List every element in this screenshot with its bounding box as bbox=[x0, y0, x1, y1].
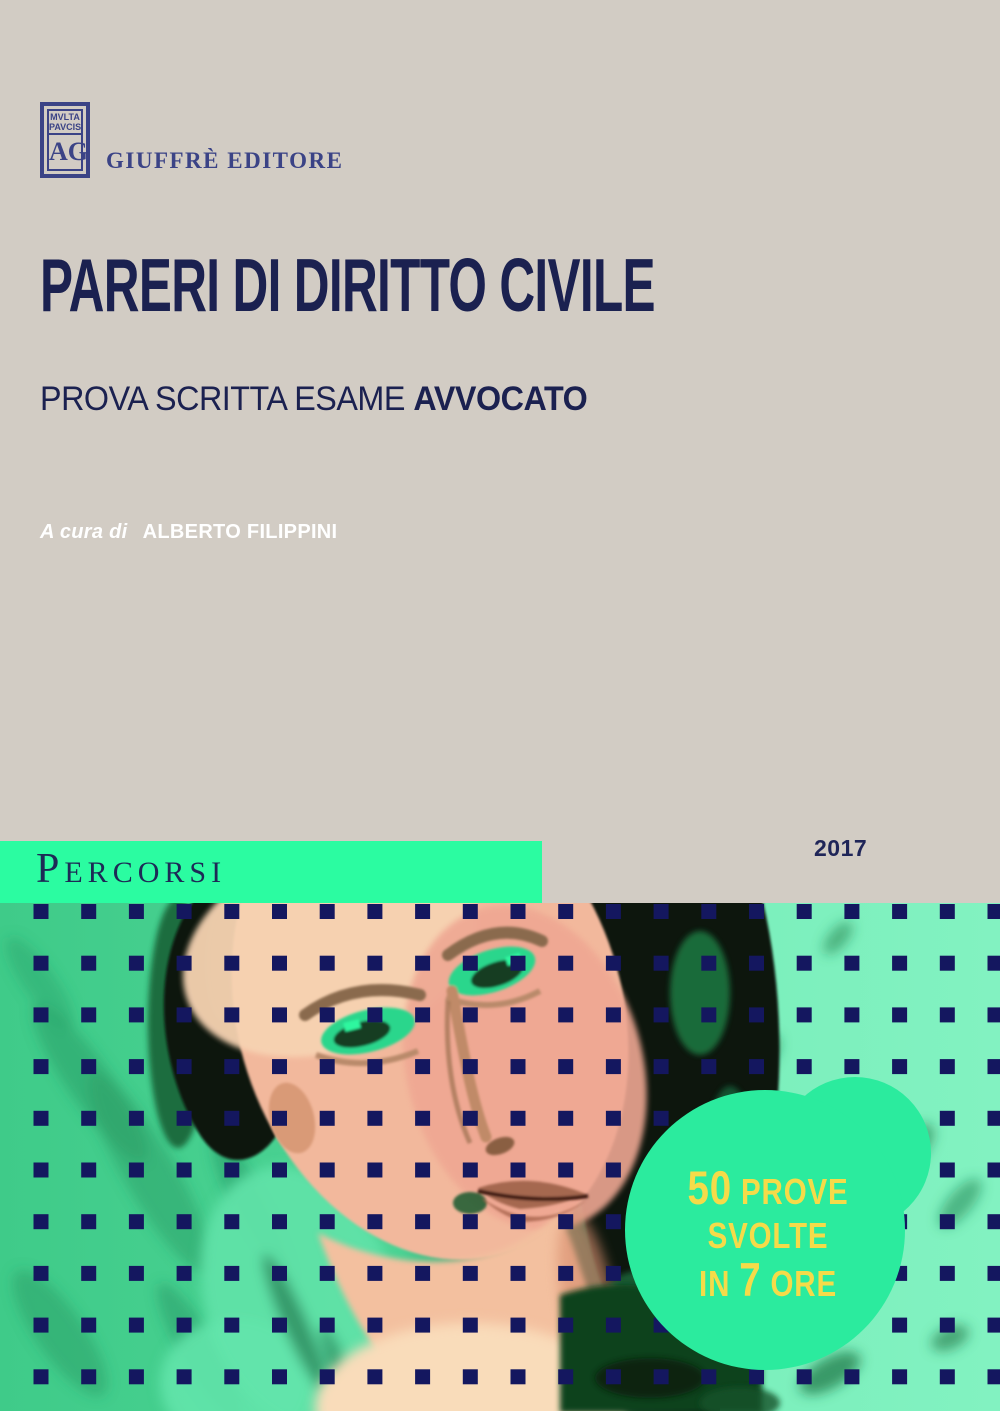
series-band bbox=[0, 841, 542, 903]
series-initial: P bbox=[36, 846, 65, 892]
badge-hours: 7 bbox=[739, 1253, 762, 1306]
logo-initials: AG bbox=[47, 135, 83, 171]
publisher-logo-icon bbox=[40, 102, 90, 178]
publisher-name: GIUFFRÈ EDITORE bbox=[106, 148, 344, 173]
badge-line3: IN 7 ORE bbox=[699, 1253, 837, 1306]
logo-motto-line1: MVLTA bbox=[50, 112, 80, 122]
badge-line1: 50 PROVE bbox=[687, 1161, 849, 1214]
logo-motto-line2: PAVCIS bbox=[49, 122, 82, 132]
series-label bbox=[36, 845, 226, 893]
subtitle-bold: AVVOCATO bbox=[413, 380, 588, 418]
badge-count: 50 bbox=[687, 1161, 733, 1214]
logo-motto bbox=[47, 109, 83, 135]
curator-prefix: A cura di bbox=[40, 521, 128, 543]
book-subtitle bbox=[40, 380, 587, 419]
badge-line2: SVOLTE bbox=[707, 1215, 829, 1256]
edition-year: 2017 bbox=[814, 835, 868, 861]
series-rest: ERCORSI bbox=[64, 856, 227, 889]
badge-text bbox=[655, 1161, 881, 1306]
cover-artwork bbox=[0, 903, 1000, 1411]
curator-line bbox=[40, 521, 337, 544]
book-title: PARERI DI DIRITTO CIVILE bbox=[40, 243, 655, 327]
curator-name: ALBERTO FILIPPINI bbox=[142, 521, 338, 543]
subtitle-regular: PROVA SCRITTA ESAME bbox=[40, 380, 405, 418]
